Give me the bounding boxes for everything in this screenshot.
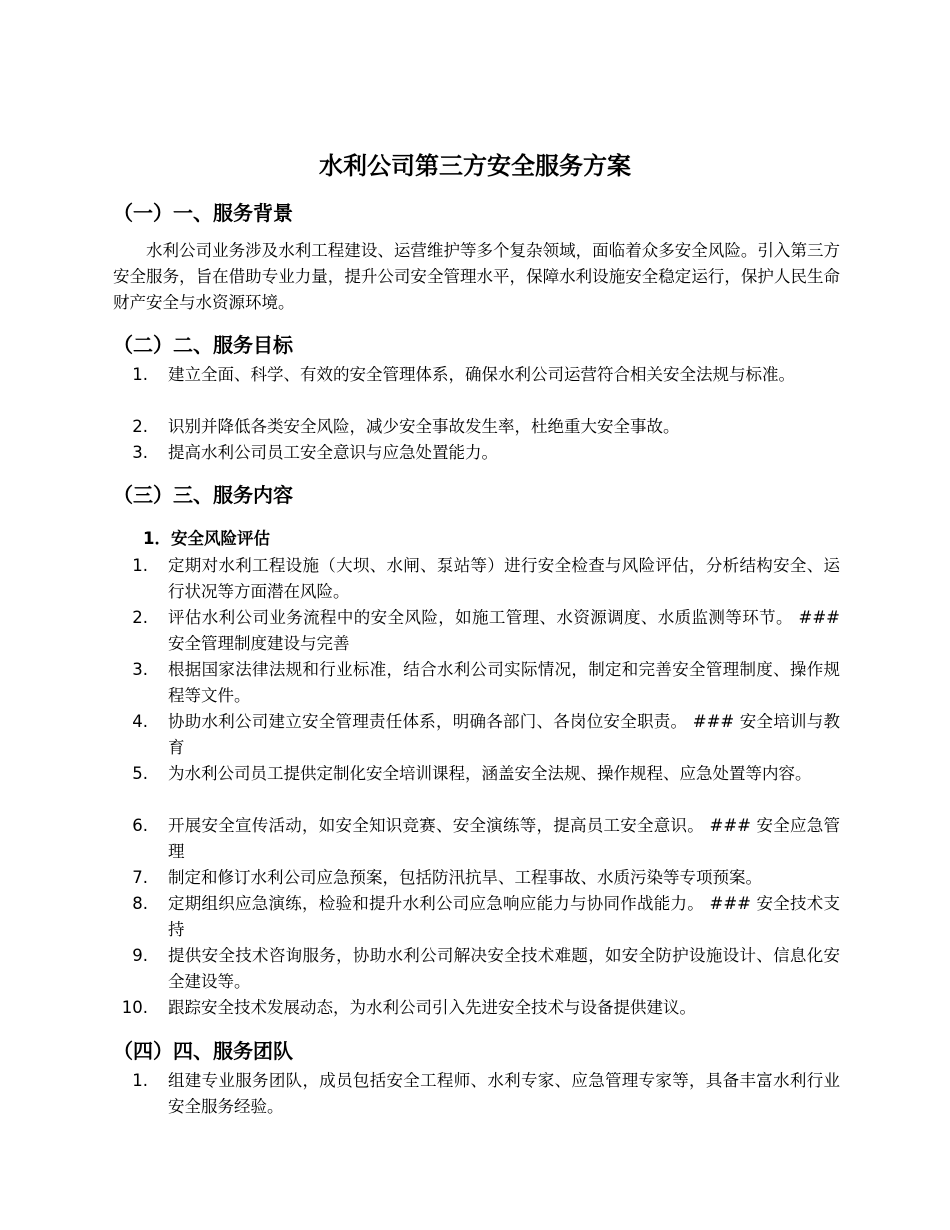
list-item-number: 6. [132,816,148,835]
list-item [113,605,840,657]
list-item-text: 开展安全宣传活动，如安全知识竞赛、安全演练等，提高员工安全意识。 ### 安全应急管理 [168,816,840,861]
section-heading-team: （四）四、服务团队 [113,1039,293,1063]
list-item [113,813,840,865]
list-item-number: 7. [132,868,148,887]
list-item [113,440,840,466]
list-item-text: 跟踪安全技术发展动态，为水利公司引入先进安全技术与设备提供建议。 [168,998,696,1017]
list-item [113,995,840,1021]
list-item [113,943,840,995]
list-item-number: 2. [132,608,148,627]
list-item-text: 协助水利公司建立安全管理责任体系，明确各部门、各岗位安全职责。 ### 安全培训与教育 [168,712,840,757]
section-heading-goals: （二）二、服务目标 [113,333,293,357]
list-item-text: 提供安全技术咨询服务，协助水利公司解决安全技术难题，如安全防护设施设计、信息化安全建设等。 [168,946,840,991]
list-item [113,414,840,440]
list-item-number: 1. [132,556,148,575]
list-item-text: 定期组织应急演练，检验和提升水利公司应急响应能力与协同作战能力。 ### 安全技术支持 [168,894,840,939]
list-item-text: 根据国家法律法规和行业标准，结合水利公司实际情况，制定和完善安全管理制度、操作规程等文件。 [168,660,840,705]
list-item-number: 2. [132,417,148,436]
list-item [113,761,840,787]
list-item-number: 5. [132,764,148,783]
list-item [113,553,840,605]
list-item-number: 8. [132,894,148,913]
list-item-number: 1. [132,365,148,384]
list-item-text: 制定和修订水利公司应急预案，包括防汛抗旱、工程事故、水质污染等专项预案。 [168,868,762,887]
document-title: 水利公司第三方安全服务方案 [319,152,631,180]
background-paragraph: 水利公司业务涉及水利工程建设、运营维护等多个复杂领域，面临着众多安全风险。引入第三方安全服务，旨在借助专业力量，提升公司安全管理水平，保障水利设施安全稳定运行，保护人民生命财产安全与水资源环境。 [113,241,840,312]
list-item-number: 10. [121,998,148,1017]
subsection-heading-risk-assessment: 1．安全风险评估 [143,529,270,548]
list-item [113,865,840,891]
list-item-text: 为水利公司员工提供定制化安全培训课程，涵盖安全法规、操作规程、应急处置等内容。 [168,764,812,783]
section-heading-content: （三）三、服务内容 [113,483,293,507]
list-item-text: 组建专业服务团队，成员包括安全工程师、水利专家、应急管理专家等，具备丰富水利行业安全服务经验。 [168,1071,840,1116]
list-item-number: 3. [132,443,148,462]
list-item-number: 3. [132,660,148,679]
list-item-text: 定期对水利工程设施（大坝、水闸、泵站等）进行安全检查与风险评估，分析结构安全、运行状况等方面潜在风险。 [168,556,840,601]
section-heading-background: （一）一、服务背景 [113,201,293,225]
list-item [113,1068,840,1120]
list-item-text: 评估水利公司业务流程中的安全风险，如施工管理、水资源调度、水质监测等环节。 ### 安全管理制度建设与完善 [168,608,840,653]
list-item-text: 建立全面、科学、有效的安全管理体系，确保水利公司运营符合相关安全法规与标准。 [168,365,795,384]
list-item-text: 识别并降低各类安全风险，减少安全事故发生率，杜绝重大安全事故。 [168,417,680,436]
list-item-number: 1. [132,1071,148,1090]
list-item-number: 9. [132,946,148,965]
list-item-number: 4. [132,712,148,731]
list-item [113,709,840,761]
list-item [113,362,840,388]
list-item [113,891,840,943]
list-item-text: 提高水利公司员工安全意识与应急处置能力。 [168,443,498,462]
list-item [113,657,840,709]
